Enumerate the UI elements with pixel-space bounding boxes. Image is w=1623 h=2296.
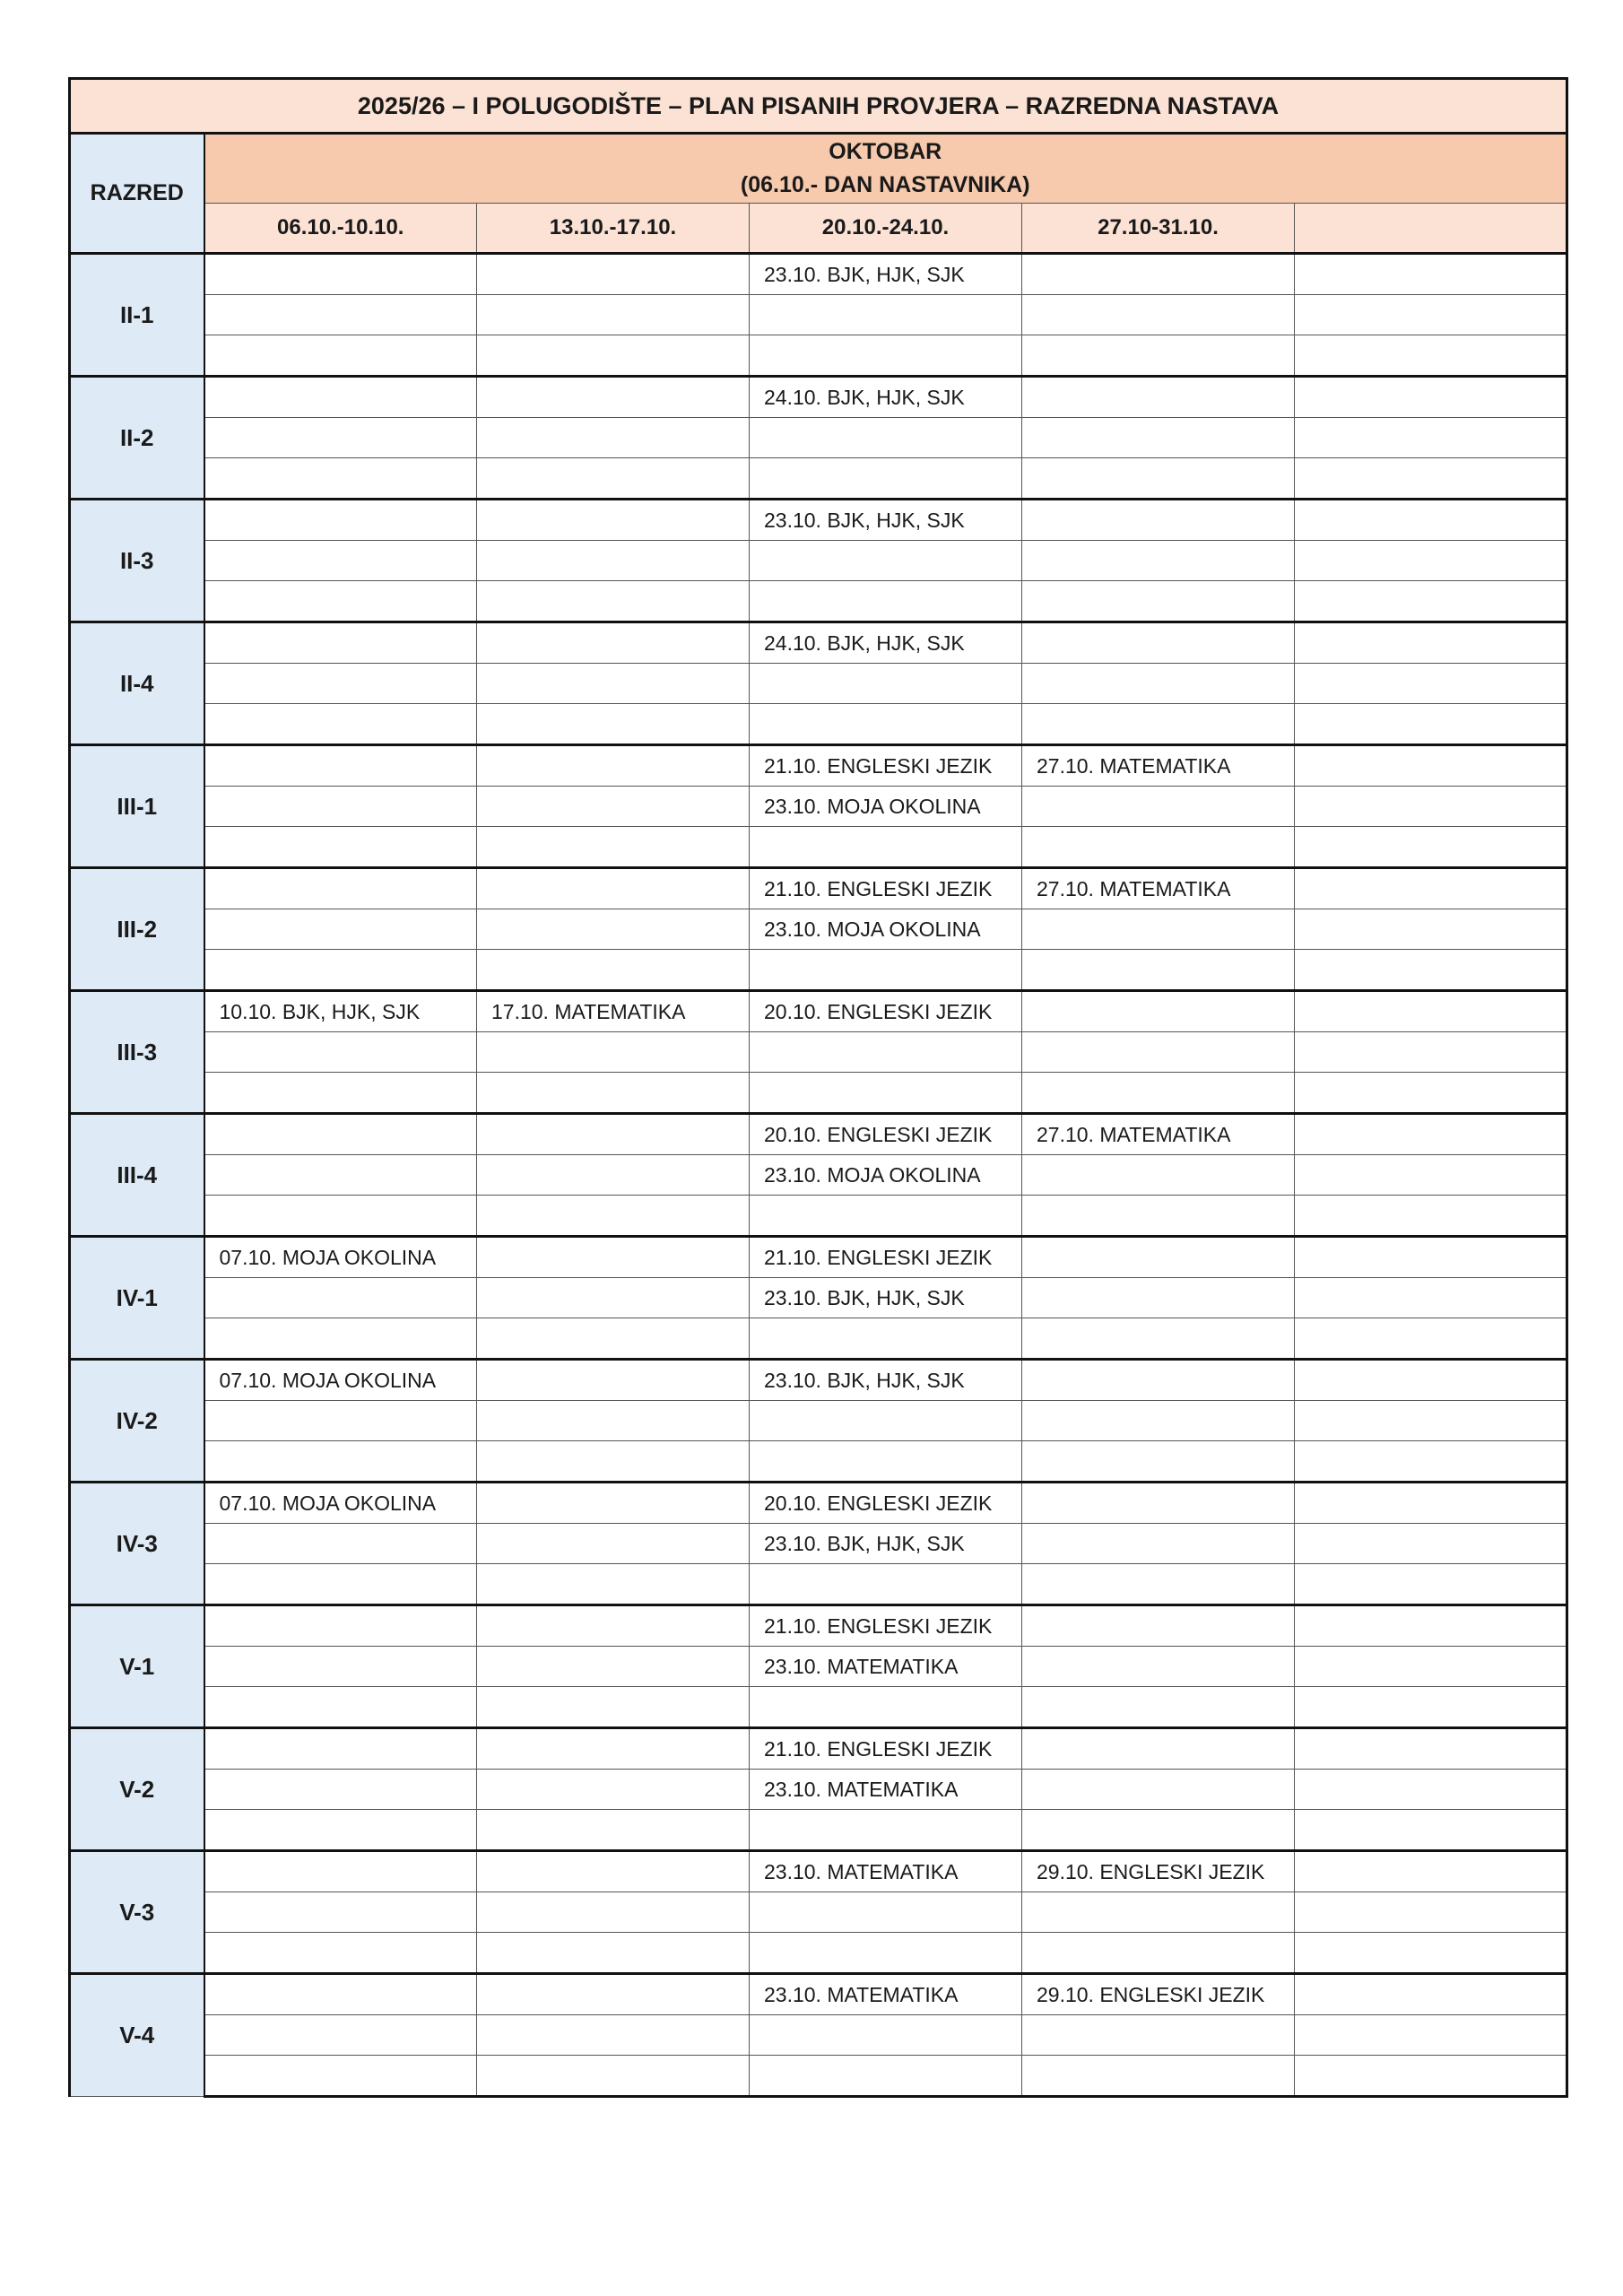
exam-slot [1022,1196,1295,1237]
exam-slot [1295,1687,1567,1728]
exam-slot [477,1073,750,1114]
exam-slot [1295,1318,1567,1360]
exam-slot [1295,1974,1567,2015]
exam-slot [204,1318,477,1360]
exam-slot: 07.10. MOJA OKOLINA [204,1483,477,1524]
exam-slot [477,2056,750,2097]
exam-slot [204,745,477,787]
exam-slot: 23.10. MATEMATIKA [750,1851,1022,1892]
exam-slot [477,1687,750,1728]
table-row [70,1360,1567,1401]
exam-slot [1295,1892,1567,1933]
exam-slot: 21.10. ENGLESKI JEZIK [750,745,1022,787]
exam-slot [1022,704,1295,745]
table-row [70,1647,1567,1687]
exam-slot [1295,1032,1567,1073]
table-row [70,1483,1567,1524]
exam-slot [750,581,1022,622]
exam-slot [1295,1196,1567,1237]
exam-slot [204,1564,477,1605]
table-row [70,1933,1567,1974]
exam-slot [204,868,477,909]
table-row [70,1196,1567,1237]
exam-slot [204,1687,477,1728]
class-name: III-4 [70,1114,204,1237]
exam-slot: 23.10. MOJA OKOLINA [750,787,1022,827]
exam-slot [477,1401,750,1441]
exam-slot [750,2015,1022,2056]
exam-slot [477,2015,750,2056]
exam-slot [1022,1401,1295,1441]
exam-slot [477,1974,750,2015]
exam-slot [204,1032,477,1073]
exam-slot [477,418,750,458]
exam-slot [1022,500,1295,541]
table-row [70,787,1567,827]
table-row [70,1687,1567,1728]
exam-slot [477,541,750,581]
exam-slot [477,827,750,868]
exam-slot [750,664,1022,704]
exam-slot [477,377,750,418]
exam-slot [1295,581,1567,622]
exam-slot [1022,1564,1295,1605]
class-name: V-1 [70,1605,204,1728]
class-name: IV-1 [70,1237,204,1360]
exam-slot [204,1933,477,1974]
exam-slot [204,295,477,335]
exam-slot [750,1032,1022,1073]
exam-slot [1295,1564,1567,1605]
schedule-sheet [68,77,1566,2098]
exam-slot [1022,827,1295,868]
exam-slot [1295,254,1567,295]
exam-slot [477,622,750,664]
table-row [70,1278,1567,1318]
table-row [70,991,1567,1032]
exam-slot [204,2056,477,2097]
exam-slot [477,1524,750,1564]
exam-slot [1022,295,1295,335]
exam-slot [1295,622,1567,664]
exam-slot [477,909,750,950]
exam-slot [750,295,1022,335]
exam-slot [1295,1647,1567,1687]
exam-slot [1022,1933,1295,1974]
exam-slot [1295,1401,1567,1441]
exam-slot [204,1810,477,1851]
exam-slot [477,1114,750,1155]
table-row [70,295,1567,335]
exam-slot: 21.10. ENGLESKI JEZIK [750,1728,1022,1770]
table-row [70,1974,1567,2015]
exam-slot [1022,1770,1295,1810]
exam-slot: 17.10. MATEMATIKA [477,991,750,1032]
exam-slot [1295,1851,1567,1892]
exam-slot [477,581,750,622]
exam-slot [477,1728,750,1770]
exam-slot [204,787,477,827]
exam-slot: 29.10. ENGLESKI JEZIK [1022,1851,1295,1892]
class-name: V-2 [70,1728,204,1851]
exam-slot [750,1073,1022,1114]
exam-slot [1295,1605,1567,1647]
exam-slot [1022,1728,1295,1770]
exam-slot [1022,1278,1295,1318]
exam-slot [477,458,750,500]
exam-slot [1022,950,1295,991]
exam-slot [477,787,750,827]
exam-slot: 23.10. BJK, HJK, SJK [750,500,1022,541]
exam-slot [477,950,750,991]
exam-slot [204,1524,477,1564]
table-row [70,1605,1567,1647]
exam-slot [204,950,477,991]
exam-slot [750,1892,1022,1933]
exam-slot [750,704,1022,745]
exam-slot [1022,418,1295,458]
exam-slot [750,458,1022,500]
exam-slot [204,1073,477,1114]
exam-slot [204,1441,477,1483]
exam-slot [204,500,477,541]
class-name: II-1 [70,254,204,377]
exam-slot [1022,1441,1295,1483]
exam-slot [1295,991,1567,1032]
table-row [70,745,1567,787]
exam-slot [477,1851,750,1892]
exam-slot [204,254,477,295]
table-row [70,704,1567,745]
exam-slot [477,1441,750,1483]
exam-slot [1295,418,1567,458]
table-row [70,950,1567,991]
exam-slot: 21.10. ENGLESKI JEZIK [750,868,1022,909]
exam-slot: 10.10. BJK, HJK, SJK [204,991,477,1032]
exam-slot [1022,2015,1295,2056]
exam-slot [204,1728,477,1770]
exam-slot [1022,664,1295,704]
exam-slot [477,664,750,704]
exam-slot [477,1564,750,1605]
exam-slot [1022,1318,1295,1360]
exam-slot [477,745,750,787]
exam-slot [1022,581,1295,622]
exam-slot [1295,541,1567,581]
table-row [70,868,1567,909]
exam-slot: 21.10. ENGLESKI JEZIK [750,1605,1022,1647]
exam-slot [1022,1647,1295,1687]
exam-slot [750,541,1022,581]
exam-slot [477,1933,750,1974]
exam-slot [750,1441,1022,1483]
exam-slot: 23.10. BJK, HJK, SJK [750,1360,1022,1401]
exam-slot [1295,787,1567,827]
exam-slot: 23.10. MATEMATIKA [750,1647,1022,1687]
table-row [70,909,1567,950]
exam-slot [204,1196,477,1237]
table-row [70,1155,1567,1196]
week-header: 13.10.-17.10. [477,204,750,254]
exam-slot [750,2056,1022,2097]
exam-slot [1022,787,1295,827]
exam-slot [1022,1360,1295,1401]
week-header: 06.10.-10.10. [204,204,477,254]
exam-slot: 21.10. ENGLESKI JEZIK [750,1237,1022,1278]
class-name: V-4 [70,1974,204,2097]
month-name: OKTOBAR [829,139,942,164]
exam-slot: 23.10. MATEMATIKA [750,1974,1022,2015]
exam-slot: 24.10. BJK, HJK, SJK [750,622,1022,664]
exam-slot [477,335,750,377]
exam-slot [1295,295,1567,335]
exam-slot [204,664,477,704]
exam-slot [1022,1155,1295,1196]
exam-slot: 27.10. MATEMATIKA [1022,868,1295,909]
exam-slot [1295,458,1567,500]
exam-slot [1295,335,1567,377]
exam-slot [1022,377,1295,418]
exam-slot: 07.10. MOJA OKOLINA [204,1360,477,1401]
exam-slot [1022,335,1295,377]
exam-slot [1295,1441,1567,1483]
exam-slot [1295,868,1567,909]
exam-slot [750,1687,1022,1728]
exam-slot [750,827,1022,868]
exam-slot: 27.10. MATEMATIKA [1022,745,1295,787]
exam-slot [1295,1278,1567,1318]
exam-slot [1022,1810,1295,1851]
exam-slot [204,1605,477,1647]
exam-slot [1022,1483,1295,1524]
exam-slot: 29.10. ENGLESKI JEZIK [1022,1974,1295,2015]
table-row [70,1728,1567,1770]
exam-slot [477,1605,750,1647]
exam-slot [1295,909,1567,950]
table-row [70,335,1567,377]
exam-slot [1295,1524,1567,1564]
table-row [70,1524,1567,1564]
exam-slot [1022,1073,1295,1114]
exam-slot [1295,1114,1567,1155]
table-row [70,1892,1567,1933]
week-header: 20.10.-24.10. [750,204,1022,254]
table-row [70,458,1567,500]
exam-slot [1295,1810,1567,1851]
exam-slot [477,1155,750,1196]
month-header [204,134,1567,204]
exam-slot [1295,1770,1567,1810]
table-row [70,581,1567,622]
exam-slot [750,1564,1022,1605]
exam-slot [204,541,477,581]
class-name: III-3 [70,991,204,1114]
exam-slot [750,335,1022,377]
exam-slot [477,1237,750,1278]
exam-slot [204,1647,477,1687]
week-header: 27.10-31.10. [1022,204,1295,254]
table-row [70,418,1567,458]
exam-slot [204,377,477,418]
table-row [70,1401,1567,1441]
table-row [70,500,1567,541]
class-name: II-2 [70,377,204,500]
exam-slot [477,1770,750,1810]
exam-slot [1022,541,1295,581]
table-row [70,1237,1567,1278]
exam-slot [477,1892,750,1933]
exam-slot [1295,377,1567,418]
exam-slot [750,1196,1022,1237]
exam-slot [1022,1237,1295,1278]
exam-slot: 23.10. BJK, HJK, SJK [750,1524,1022,1564]
table-row [70,2015,1567,2056]
class-name: V-3 [70,1851,204,1974]
exam-slot [477,1647,750,1687]
table-row [70,254,1567,295]
exam-slot [204,909,477,950]
exam-slot [1295,2056,1567,2097]
table-row [70,1851,1567,1892]
class-name: III-1 [70,745,204,868]
exam-slot [477,1810,750,1851]
week-header [1295,204,1567,254]
exam-slot: 23.10. BJK, HJK, SJK [750,254,1022,295]
exam-plan-table [68,77,1568,2098]
exam-slot [750,418,1022,458]
exam-slot [1022,1605,1295,1647]
exam-slot [1295,950,1567,991]
class-name: II-4 [70,622,204,745]
exam-slot [1295,1237,1567,1278]
exam-slot [1295,1483,1567,1524]
class-name: III-2 [70,868,204,991]
month-note: (06.10.- DAN NASTAVNIKA) [740,172,1030,197]
exam-slot [1022,254,1295,295]
razred-header: RAZRED [70,134,204,254]
exam-slot [750,950,1022,991]
exam-slot [750,1401,1022,1441]
class-name: II-3 [70,500,204,622]
table-row [70,1564,1567,1605]
exam-slot [204,1155,477,1196]
exam-slot [204,1114,477,1155]
exam-slot [477,1360,750,1401]
table-title: 2025/26 – I POLUGODIŠTE – PLAN PISANIH PROVJERA – RAZREDNA NASTAVA [70,79,1567,134]
exam-slot [477,254,750,295]
exam-slot [477,868,750,909]
exam-slot [477,500,750,541]
class-name: IV-3 [70,1483,204,1605]
exam-slot [1022,1524,1295,1564]
table-row [70,2056,1567,2097]
table-row [70,1770,1567,1810]
exam-slot [477,295,750,335]
exam-slot [1022,622,1295,664]
table-row [70,1441,1567,1483]
exam-slot [750,1810,1022,1851]
exam-slot [750,1933,1022,1974]
table-row [70,622,1567,664]
exam-slot [1295,1155,1567,1196]
exam-slot: 24.10. BJK, HJK, SJK [750,377,1022,418]
exam-slot [1295,2015,1567,2056]
exam-slot: 20.10. ENGLESKI JEZIK [750,991,1022,1032]
exam-slot [204,704,477,745]
exam-slot: 23.10. MATEMATIKA [750,1770,1022,1810]
table-row [70,664,1567,704]
exam-slot [1295,1933,1567,1974]
exam-slot [477,1196,750,1237]
exam-slot [204,827,477,868]
exam-slot [204,1892,477,1933]
exam-slot [1022,1687,1295,1728]
exam-slot: 20.10. ENGLESKI JEZIK [750,1483,1022,1524]
table-row [70,1032,1567,1073]
exam-slot [1022,458,1295,500]
exam-slot [1295,1360,1567,1401]
exam-slot: 23.10. BJK, HJK, SJK [750,1278,1022,1318]
class-name: IV-2 [70,1360,204,1483]
table-row [70,827,1567,868]
exam-slot [1022,1032,1295,1073]
exam-slot [1295,664,1567,704]
exam-slot [1022,991,1295,1032]
class-rows [70,254,1567,2097]
exam-slot: 23.10. MOJA OKOLINA [750,1155,1022,1196]
table-row [70,1318,1567,1360]
exam-slot [204,1851,477,1892]
exam-slot [204,1974,477,2015]
exam-slot [1295,500,1567,541]
exam-slot [204,622,477,664]
exam-slot [477,704,750,745]
exam-slot [1022,1892,1295,1933]
exam-slot: 27.10. MATEMATIKA [1022,1114,1295,1155]
exam-slot [204,1401,477,1441]
exam-slot [1295,745,1567,787]
exam-slot [477,1483,750,1524]
exam-slot [204,1278,477,1318]
exam-slot [1295,827,1567,868]
exam-slot [204,1770,477,1810]
exam-slot: 07.10. MOJA OKOLINA [204,1237,477,1278]
exam-slot [204,581,477,622]
table-row [70,1114,1567,1155]
exam-slot [477,1032,750,1073]
exam-slot [1022,909,1295,950]
exam-slot [1295,1073,1567,1114]
exam-slot [1022,2056,1295,2097]
exam-slot [204,458,477,500]
exam-slot: 20.10. ENGLESKI JEZIK [750,1114,1022,1155]
table-row [70,1810,1567,1851]
exam-slot [204,2015,477,2056]
table-row [70,1073,1567,1114]
exam-slot [1295,1728,1567,1770]
table-row [70,377,1567,418]
exam-slot [204,335,477,377]
exam-slot [477,1318,750,1360]
table-row [70,541,1567,581]
exam-slot [1295,704,1567,745]
exam-slot: 23.10. MOJA OKOLINA [750,909,1022,950]
exam-slot [204,418,477,458]
exam-slot [750,1318,1022,1360]
exam-slot [477,1278,750,1318]
